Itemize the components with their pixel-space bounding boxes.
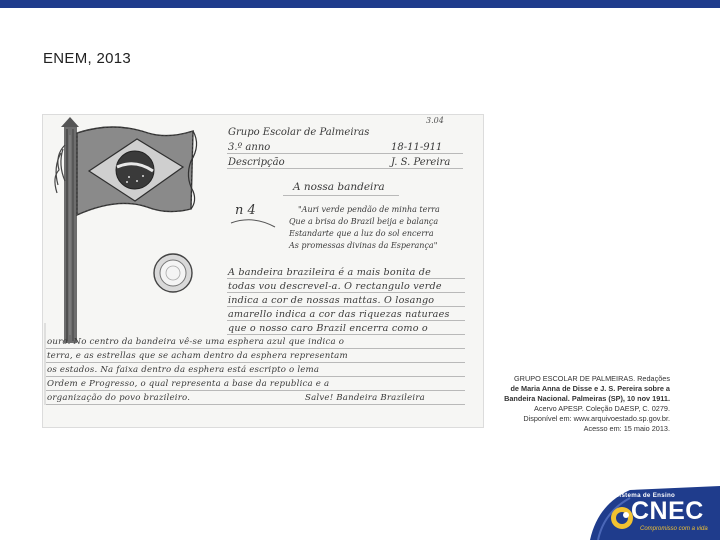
body-rule	[227, 292, 465, 293]
flag-tassel	[55, 145, 65, 193]
body-rule	[46, 348, 465, 349]
body-rule	[46, 362, 465, 363]
body-line: terra, e as estrellas que se acham dentro da esphera representam	[47, 351, 348, 361]
slide-title: ENEM, 2013	[43, 50, 132, 67]
caption-line: Acervo APESP. Coleção DAESP, C. 0279.	[533, 403, 670, 413]
body-line: amarello indica a cor das riquezas naturaes	[228, 309, 450, 320]
source-caption	[488, 374, 670, 434]
body-rule	[227, 320, 465, 321]
body-rule	[227, 334, 465, 335]
header-rule-2	[227, 168, 463, 169]
caption-line: GRUPO ESCOLAR DE PALMEIRAS. Redações	[514, 374, 670, 383]
logo-name: CNEC	[631, 497, 704, 525]
caption-line: de Maria Anna de Disse e J. S. Pereira sobre a	[510, 383, 670, 393]
title-rule	[283, 195, 399, 196]
closing-salutation: Salve! Bandeira Brazileira	[305, 393, 425, 403]
body-line: Ordem e Progresso, o qual representa a base da republica e a	[47, 379, 330, 389]
body-rule	[227, 306, 465, 307]
caption-line: Acesso em: 15 maio 2013.	[583, 423, 670, 433]
medallion-drawing	[154, 254, 192, 292]
page-number: 3.04	[426, 116, 444, 125]
body-rule	[227, 278, 465, 279]
header-author: J. S. Pereira	[391, 157, 451, 168]
body-rule	[46, 404, 465, 405]
body-line: todas vou descrevel-a. O rectangulo verde	[228, 281, 442, 292]
body-rule	[46, 376, 465, 377]
poem-line: "Auri verde pendão de minha terra	[298, 205, 440, 214]
header-rule-1	[227, 153, 463, 154]
body-line: ouro. No centro da bandeira vê-se uma esphera azul que indica o	[47, 337, 345, 347]
poem-line: Que a brisa do Brazil beija e balança	[289, 217, 439, 226]
top-accent-bar	[0, 0, 720, 8]
body-line: indica a cor de nossas mattas. O losango	[228, 295, 435, 306]
cnec-logo	[560, 486, 720, 540]
body-rule	[46, 390, 465, 391]
body-line: que o nosso caro Brazil encerra como o	[228, 323, 428, 334]
poem-line: As promessas divinas da Esperança"	[289, 241, 438, 250]
grade-mark: n 4	[235, 203, 256, 218]
document-title: A nossa bandeira	[293, 181, 385, 193]
flag-cloth	[77, 127, 193, 215]
grade-underline	[231, 220, 275, 227]
logo-tagline: Compromisso com a vida	[640, 526, 708, 532]
header-type: Descripção	[228, 157, 285, 168]
header-school: Grupo Escolar de Palmeiras	[228, 127, 370, 138]
logo-top-text: Sistema de Ensino	[615, 492, 676, 499]
scanned-document	[42, 114, 484, 428]
body-line: A bandeira brazileira é a mais bonita de	[228, 267, 431, 278]
caption-line: Bandeira Nacional. Palmeiras (SP), 10 nov 1911.	[504, 393, 670, 403]
header-date: 18-11-911	[391, 142, 443, 153]
caption-line: Disponível em: www.arquivoestado.sp.gov.br.	[523, 413, 670, 423]
body-line: os estados. Na faixa dentro da esphera está escripto o lema	[47, 365, 320, 375]
poem-line: Estandarte que a luz do sol encerra	[289, 229, 434, 238]
header-grade: 3.º anno	[228, 142, 271, 153]
body-line: organização do povo brazileiro.	[47, 393, 191, 403]
